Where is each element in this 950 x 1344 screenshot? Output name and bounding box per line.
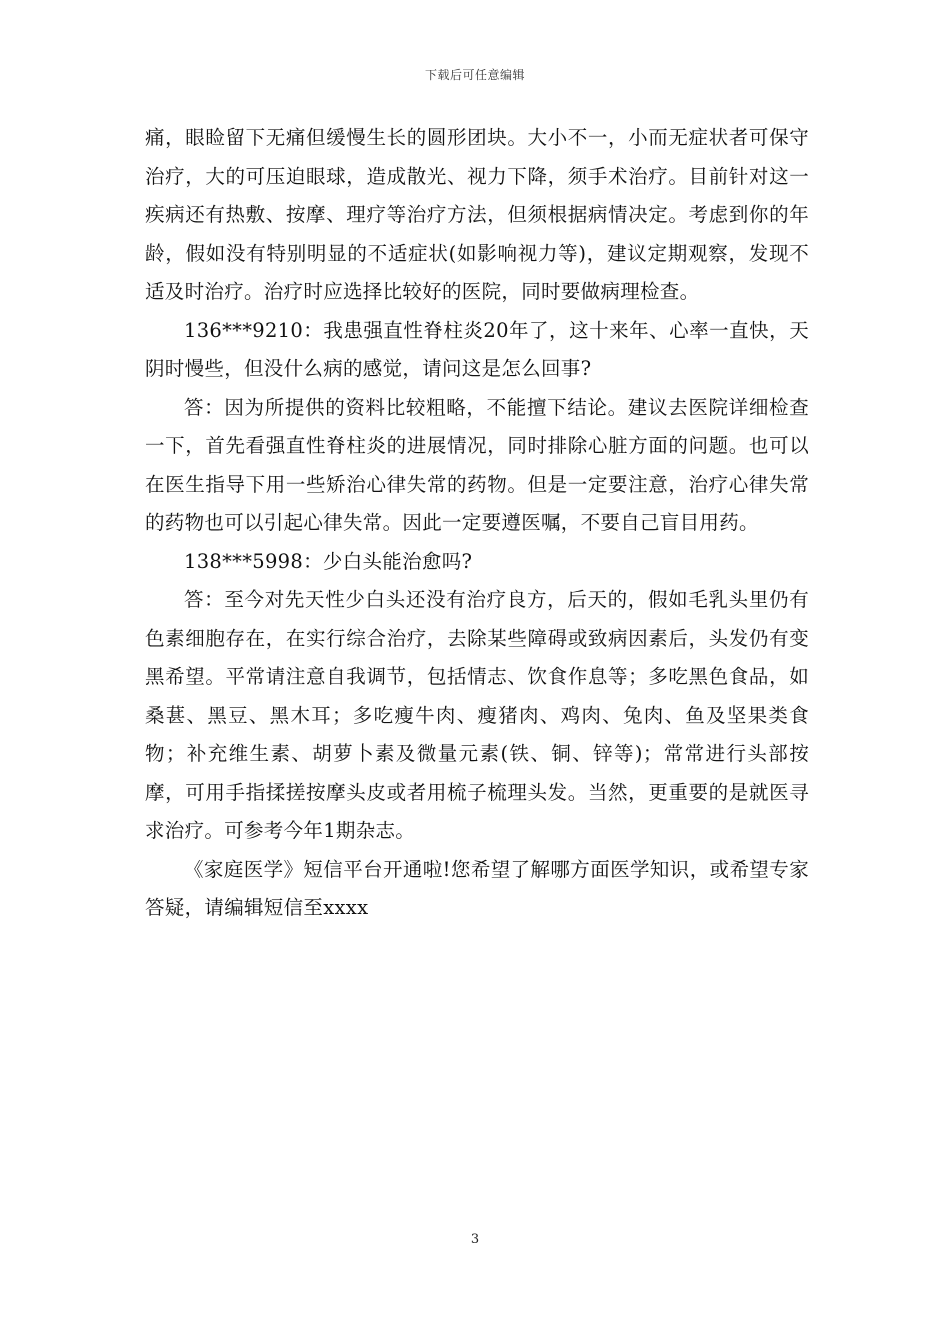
document-body — [145, 119, 809, 928]
paragraph-answer-2: 答：至今对先天性少白头还没有治疗良方，后天的，假如毛乳头里仍有色素细胞存在，在实行综合治疗，去除某些障碍或致病因素后，头发仍有变黑希望。平常请注意自我调节，包括情志、饮食作息等；多吃黑色食品，如桑葚、黑豆、黑木耳；多吃瘦牛肉、瘦猪肉、鸡肉、兔肉、鱼及坚果类食物；补充维生素、胡萝卜素及微量元素(铁、铜、锌等)；常常进行头部按摩，可用手指揉搓按摩头皮或者用梳子梳理头发。当然，更重要的是就医寻求治疗。可参考今年1期杂志。 — [145, 588, 809, 842]
paragraph-question-2: 138***5998：少白头能治愈吗? — [184, 549, 473, 573]
page-number: 3 — [470, 1232, 480, 1247]
paragraph-continuation: 痛，眼睑留下无痛但缓慢生长的圆形团块。大小不一，小而无症状者可保守治疗，大的可压迫眼球，造成散光、视力下降，须手术治疗。目前针对这一疾病还有热敷、按摩、理疗等治疗方法，但须根据病情决定。考虑到你的年龄，假如没有特别明显的不适症状(如影响视力等)，建议定期观察，发现不适及时治疗。治疗时应选择比较好的医院，同时要做病理检查。 — [145, 126, 809, 303]
paragraph-answer-1: 答：因为所提供的资料比较粗略，不能擅下结论。建议去医院详细检查一下，首先看强直性脊柱炎的进展情况，同时排除心脏方面的问题。也可以在医生指导下用一些矫治心律失常的药物。但是一定要注意，治疗心律失常的药物也可以引起心律失常。因此一定要遵医嘱，不要自己盲目用药。 — [145, 395, 809, 534]
paragraph-announcement: 《家庭医学》短信平台开通啦!您希望了解哪方面医学知识，或希望专家答疑，请编辑短信至xxxx — [145, 857, 809, 919]
paragraph-question-1: 136***9210：我患强直性脊柱炎20年了，这十来年、心率一直快，天阴时慢些，但没什么病的感觉，请问这是怎么回事? — [145, 318, 809, 380]
page-header: 下载后可任意编辑 — [424, 68, 525, 82]
